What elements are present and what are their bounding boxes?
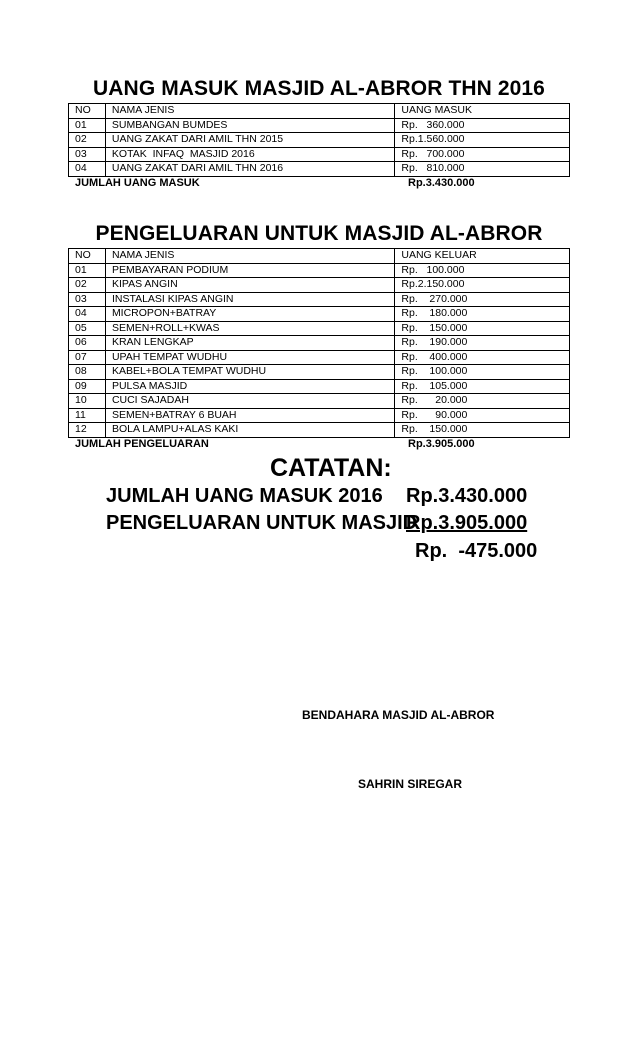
table-row — [69, 307, 570, 322]
item-name: SEMEN+ROLL+KWAS — [105, 321, 394, 336]
item-name: KIPAS ANGIN — [105, 278, 394, 293]
notes-income-value: Rp.3.430.000 — [406, 485, 528, 507]
row-number: 08 — [69, 365, 106, 380]
item-amount: Rp. 360.000 — [395, 118, 570, 133]
item-name: CUCI SAJADAH — [105, 394, 394, 409]
item-amount: Rp. 100.000 — [395, 365, 570, 380]
table-row — [69, 394, 570, 409]
item-name: UANG ZAKAT DARI AMIL THN 2016 — [105, 162, 394, 177]
table-row — [69, 336, 570, 351]
item-amount: Rp. 150.000 — [395, 423, 570, 438]
row-number: 06 — [69, 336, 106, 351]
table-row — [69, 423, 570, 438]
item-amount: Rp. 190.000 — [395, 336, 570, 351]
item-name: SEMEN+BATRAY 6 BUAH — [105, 408, 394, 423]
row-number: 04 — [69, 162, 106, 177]
signature-name: SAHRIN SIREGAR — [358, 777, 463, 791]
item-name: KABEL+BOLA TEMPAT WUDHU — [105, 365, 394, 380]
table-header-cell: NAMA JENIS — [105, 104, 394, 119]
item-amount: Rp. 100.000 — [395, 263, 570, 278]
row-number: 01 — [69, 118, 106, 133]
expense-total-value: Rp.3.905.000 — [408, 438, 475, 450]
item-amount: Rp. 20.000 — [395, 394, 570, 409]
notes-income-label: JUMLAH UANG MASUK 2016 — [106, 485, 383, 507]
row-number: 03 — [69, 147, 106, 162]
row-number: 01 — [69, 263, 106, 278]
table-row — [69, 379, 570, 394]
table-header-row — [69, 249, 570, 264]
item-amount: Rp. 810.000 — [395, 162, 570, 177]
notes-balance: Rp. -475.000 — [415, 540, 538, 562]
table-header-cell: NO — [69, 249, 106, 264]
row-number: 04 — [69, 307, 106, 322]
table-row — [69, 263, 570, 278]
income-total-label: JUMLAH UANG MASUK — [75, 177, 200, 189]
row-number: 05 — [69, 321, 106, 336]
notes-expense-label: PENGELUARAN UNTUK MASJID — [106, 512, 418, 534]
table-row — [69, 162, 570, 177]
item-amount: Rp.2.150.000 — [395, 278, 570, 293]
row-number: 12 — [69, 423, 106, 438]
item-amount: Rp. 400.000 — [395, 350, 570, 365]
table-header-cell: UANG MASUK — [395, 104, 570, 119]
item-name: INSTALASI KIPAS ANGIN — [105, 292, 394, 307]
income-title: UANG MASUK MASJID AL-ABROR THN 2016 — [93, 77, 545, 100]
table-row — [69, 133, 570, 148]
expense-total-label: JUMLAH PENGELUARAN — [75, 438, 209, 450]
table-row — [69, 292, 570, 307]
item-name: UANG ZAKAT DARI AMIL THN 2015 — [105, 133, 394, 148]
notes-expense-value: Rp.3.905.000 — [406, 512, 528, 534]
item-amount: Rp.1.560.000 — [395, 133, 570, 148]
table-row — [69, 118, 570, 133]
item-amount: Rp. 700.000 — [395, 147, 570, 162]
item-name: PULSA MASJID — [105, 379, 394, 394]
table-row — [69, 350, 570, 365]
table-header-cell: NAMA JENIS — [105, 249, 394, 264]
row-number: 02 — [69, 278, 106, 293]
signature-role: BENDAHARA MASJID AL-ABROR — [302, 708, 495, 722]
item-name: PEMBAYARAN PODIUM — [105, 263, 394, 278]
item-amount: Rp. 180.000 — [395, 307, 570, 322]
table-header-cell: NO — [69, 104, 106, 119]
row-number: 11 — [69, 408, 106, 423]
table-header-cell: UANG KELUAR — [395, 249, 570, 264]
row-number: 03 — [69, 292, 106, 307]
row-number: 02 — [69, 133, 106, 148]
row-number: 07 — [69, 350, 106, 365]
item-amount: Rp. 105.000 — [395, 379, 570, 394]
item-name: SUMBANGAN BUMDES — [105, 118, 394, 133]
item-amount: Rp. 150.000 — [395, 321, 570, 336]
item-name: MICROPON+BATRAY — [105, 307, 394, 322]
item-name: KOTAK INFAQ MASJID 2016 — [105, 147, 394, 162]
table-row — [69, 278, 570, 293]
item-name: KRAN LENGKAP — [105, 336, 394, 351]
row-number: 10 — [69, 394, 106, 409]
table-row — [69, 321, 570, 336]
expense-table — [68, 248, 570, 438]
income-table — [68, 103, 570, 177]
income-total-value: Rp.3.430.000 — [408, 177, 475, 189]
expense-title: PENGELUARAN UNTUK MASJID AL-ABROR — [95, 222, 543, 245]
item-amount: Rp. 270.000 — [395, 292, 570, 307]
item-name: UPAH TEMPAT WUDHU — [105, 350, 394, 365]
row-number: 09 — [69, 379, 106, 394]
table-row — [69, 408, 570, 423]
table-row — [69, 365, 570, 380]
item-amount: Rp. 90.000 — [395, 408, 570, 423]
table-header-row — [69, 104, 570, 119]
notes-heading: CATATAN: — [270, 454, 392, 482]
table-row — [69, 147, 570, 162]
item-name: BOLA LAMPU+ALAS KAKI — [105, 423, 394, 438]
